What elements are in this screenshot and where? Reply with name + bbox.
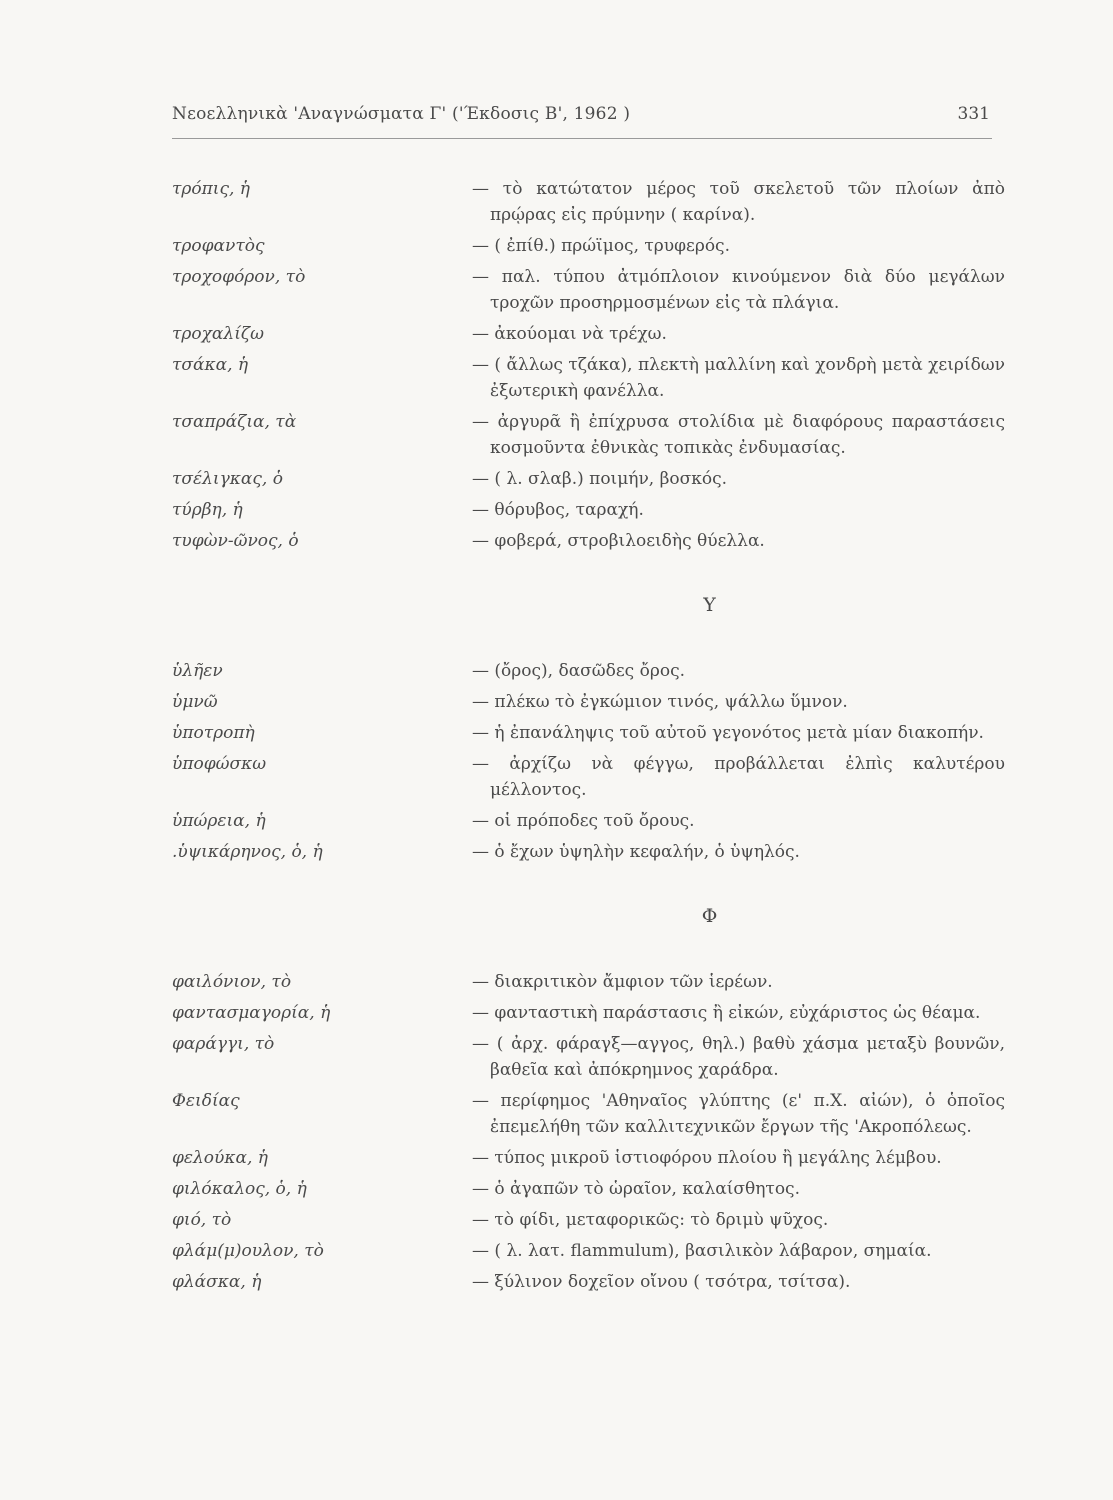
glossary-entry [172,1207,992,1233]
page-number: 331 [957,104,990,124]
entry-term: τσαπράζια, τὰ [172,412,297,432]
entry-definition: — (ὄρος), δασῶδες ὄρος. [472,661,685,681]
entry-term: τσάκα, ἡ [172,355,249,375]
entry-term: τυφὼν-ῶνος, ὁ [172,531,299,551]
entry-term: τσέλιγκας, ὁ [172,469,283,489]
entry-term: ὑπώρεια, ἡ [172,811,266,831]
entry-definition: — ὁ ἀγαπῶν τὸ ὡραῖον, καλαίσθητος. [472,1179,800,1199]
entry-definition: — ( λ. σλαβ.) ποιμήν, βοσκός. [472,469,728,489]
glossary-entry [172,658,992,684]
entry-definition: — φοβερά, στροβιλοειδὴς θύελλα. [472,531,765,551]
entry-definition: — διακριτικὸν ἄμφιον τῶν ἱερέων. [472,972,773,992]
entry-term: φλάσκα, ἡ [172,1272,262,1292]
entry-definition: — φανταστικὴ παράστασις ἢ εἰκών, εὐχάριστος ὡς θέαμα. [472,1003,981,1023]
glossary-entry [172,321,992,347]
entry-term: .ὑψικάρηνος, ὁ, ἡ [172,842,323,862]
entry-definition: — ( ἀρχ. φάραγξ—αγγος, θηλ.) βαθὺ χάσμα μεταξὺ βουνῶν, βαθεῖα καὶ ἀπόκρημνος χαράδρα. [472,1034,1005,1080]
entry-definition: — ἀρχίζω νὰ φέγγω, προβάλλεται ἐλπὶς καλυτέρου μέλλοντος. [472,754,1005,800]
glossary-entry [172,1176,992,1202]
glossary-entries [172,176,1005,1295]
glossary-entry [172,352,1005,404]
glossary-entry [172,528,992,554]
running-head [172,100,992,139]
entry-definition: — οἱ πρόποδες τοῦ ὄρους. [472,811,695,831]
entry-term: τροφαντὸς [172,236,265,256]
entry-term: τροχοφόρον, τὸ [172,267,306,287]
entry-definition: — ξύλινον δοχεῖον οἴνου ( τσότρα, τσίτσα). [472,1272,851,1292]
running-title: Νεοελληνικὰ 'Αναγνώσματα Γ' ('Έκδοσις Β', 1962 ) [172,104,631,124]
entry-definition: — ἀκούομαι νὰ τρέχω. [472,324,667,344]
glossary-entry [172,497,992,523]
entry-definition: — πλέκω τὸ ἐγκώμιον τινός, ψάλλω ὕμνον. [472,692,848,712]
glossary-entry [172,969,992,995]
entry-term: τύρβη, ἡ [172,500,243,520]
glossary-entry [172,1238,992,1264]
entry-definition: — θόρυβος, ταραχή. [472,500,644,520]
entry-definition: — τὸ φίδι, μεταφορικῶς: τὸ δριμὺ ψῦχος. [472,1210,829,1230]
entry-definition: — τὸ κατώτατον μέρος τοῦ σκελετοῦ τῶν πλοίων ἀπὸ πρῴρας εἰς πρύμνην ( καρίνα). [472,179,1005,225]
glossary-entry [172,1000,992,1026]
entry-definition: — ἀργυρᾶ ἢ ἐπίχρυσα στολίδια μὲ διαφόρους παραστάσεις κοσμοῦντα ἐθνικὰς τοπικὰς ἐνδυμασίας. [472,412,1005,458]
glossary-entry [172,720,992,746]
entry-term: φλάμ(μ)ουλον, τὸ [172,1241,324,1261]
glossary-entry [172,1031,1005,1083]
glossary-entry [172,808,992,834]
glossary-entry [172,176,1005,228]
entry-term: ὑποτροπὴ [172,723,255,743]
entry-definition: — ὁ ἔχων ὑψηλὴν κεφαλήν, ὁ ὑψηλός. [472,842,800,862]
glossary-entry [172,839,992,865]
glossary-entry [172,689,992,715]
entry-term: τρόπις, ἡ [172,179,250,199]
glossary-entry [172,233,992,259]
glossary-entry [172,409,1005,461]
entry-term: ὑμνῶ [172,692,218,712]
entry-term: φιό, τὸ [172,1210,232,1230]
entry-term: τροχαλίζω [172,324,264,344]
entry-term: φαιλόνιον, τὸ [172,972,292,992]
section-heading: Υ [703,594,716,616]
entry-term: ὑποφώσκω [172,754,267,774]
entry-term: φαράγγι, τὸ [172,1034,275,1054]
entry-definition: — τύπος μικροῦ ἱστιοφόρου πλοίου ἢ μεγάλης λέμβου. [472,1148,942,1168]
entry-term: φελούκα, ἡ [172,1148,268,1168]
glossary-entry [172,751,1005,803]
entry-definition: — ( ἐπίθ.) πρώϊμος, τρυφερός. [472,236,730,256]
glossary-entry [172,466,992,492]
entry-definition: — παλ. τύπου ἀτμόπλοιον κινούμενον διὰ δύο μεγάλων τροχῶν προσηρμοσμένων εἰς τὰ πλάγια. [472,267,1005,313]
entry-definition: — ἡ ἐπανάληψις τοῦ αὐτοῦ γεγονότος μετὰ μίαν διακοπήν. [472,723,984,743]
section-heading: Φ [701,905,718,927]
glossary-entry [172,1269,992,1295]
glossary-entry [172,1088,1005,1140]
entry-definition: — περίφημος 'Αθηναῖος γλύπτης (ε' π.Χ. αἰών), ὁ ὁποῖος ἐπεμελήθη τῶν καλλιτεχνικῶν ἔργων τῆς 'Ακροπόλεως. [472,1091,1005,1137]
entry-term: Φειδίας [172,1091,240,1111]
entry-term: φιλόκαλος, ὁ, ἡ [172,1179,307,1199]
entry-definition: — ( λ. λατ. flammulum), βασιλικὸν λάβαρον, σημαία. [472,1241,932,1261]
glossary-entry [172,264,1005,316]
glossary-entry [172,1145,992,1171]
entry-term: φαντασμαγορία, ἡ [172,1003,331,1023]
entry-definition: — ( ἄλλως τζάκα), πλεκτὴ μαλλίνη καὶ χονδρὴ μετὰ χειρίδων ἐξωτερικὴ φανέλλα. [472,355,1005,401]
entry-term: ὑλῆεν [172,661,223,681]
